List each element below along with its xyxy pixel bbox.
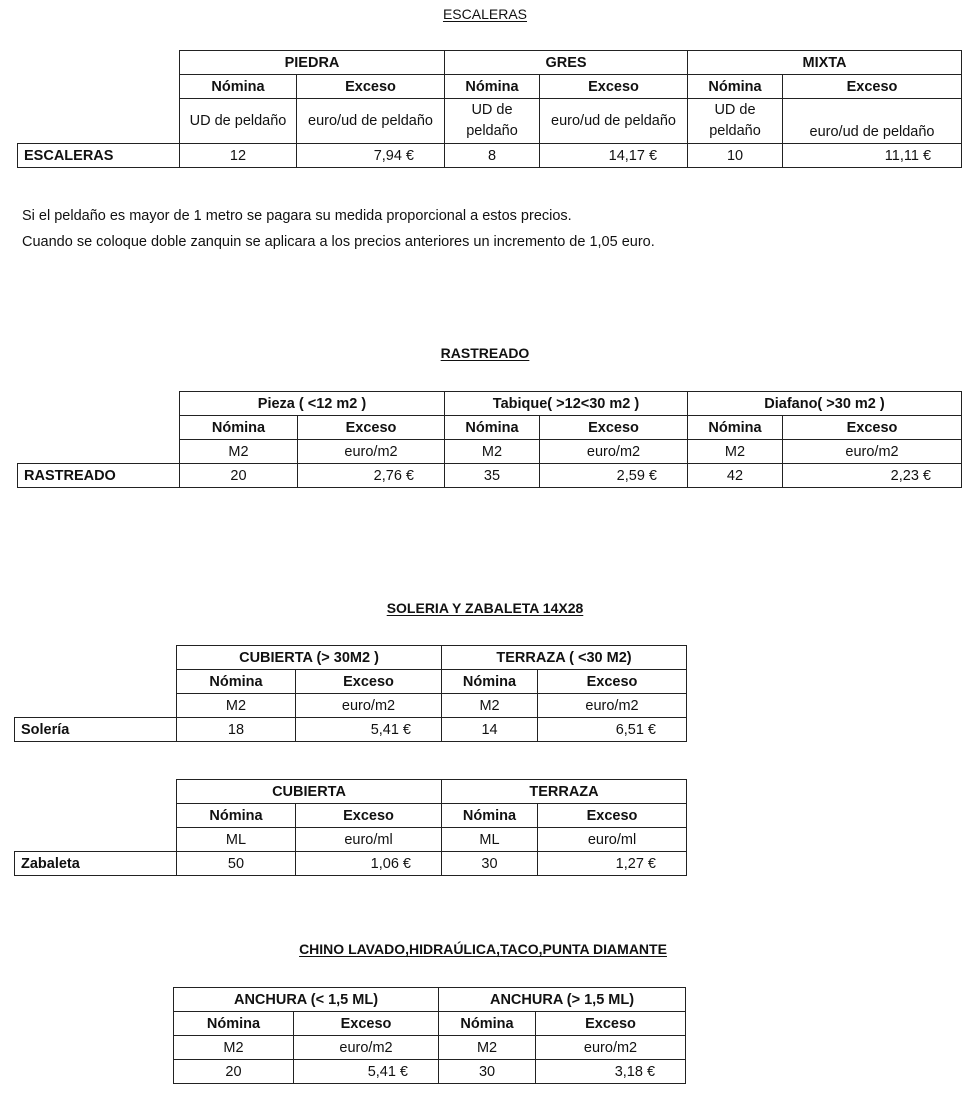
subheader-exceso: Exceso: [538, 670, 687, 694]
blank-cell: [15, 694, 177, 718]
unit-cell: M2: [174, 1036, 294, 1060]
blank-cell: [15, 670, 177, 694]
subheader-exceso: Exceso: [783, 75, 962, 99]
price-cell: 2,59 €: [540, 464, 688, 488]
unit-cell: M2: [439, 1036, 536, 1060]
group-header-gres: GRES: [445, 51, 688, 75]
price-cell: 5,41 €: [296, 718, 442, 742]
price-cell: 5,41 €: [294, 1060, 439, 1084]
value-cell: 20: [180, 464, 298, 488]
value-cell: 35: [445, 464, 540, 488]
zabaleta-table: [14, 779, 687, 876]
unit-cell: euro/ud de peldaño: [540, 99, 688, 144]
subheader-nomina: Nómina: [180, 75, 297, 99]
value-cell: 8: [445, 144, 540, 168]
group-header-cubierta: CUBIERTA (> 30M2 ): [177, 646, 442, 670]
price-cell: 14,17 €: [540, 144, 688, 168]
value-cell: 10: [688, 144, 783, 168]
unit-cell: M2: [445, 440, 540, 464]
blank-cell: [15, 804, 177, 828]
value-cell: 18: [177, 718, 296, 742]
subheader-nomina: Nómina: [177, 804, 296, 828]
price-cell: 1,06 €: [296, 852, 442, 876]
price-cell: 3,18 €: [536, 1060, 686, 1084]
price-cell: 2,23 €: [783, 464, 962, 488]
unit-cell: ML: [177, 828, 296, 852]
group-header-cubierta: CUBIERTA: [177, 780, 442, 804]
value-cell: 20: [174, 1060, 294, 1084]
unit-cell: euro/ml: [538, 828, 687, 852]
group-header-tabique: Tabique( >12<30 m2 ): [445, 392, 688, 416]
subheader-nomina: Nómina: [688, 75, 783, 99]
price-cell: 1,27 €: [538, 852, 687, 876]
blank-cell: [15, 828, 177, 852]
subheader-nomina: Nómina: [688, 416, 783, 440]
unit-cell: euro/ud de peldaño: [297, 99, 445, 144]
unit-cell: UD de peldaño: [688, 99, 783, 144]
subheader-exceso: Exceso: [296, 804, 442, 828]
unit-cell: M2: [177, 694, 296, 718]
unit-cell: euro/m2: [783, 440, 962, 464]
subheader-exceso: Exceso: [296, 670, 442, 694]
unit-cell: euro/m2: [294, 1036, 439, 1060]
unit-cell: euro/m2: [536, 1036, 686, 1060]
rastreado-title: RASTREADO: [440, 345, 530, 361]
subheader-exceso: Exceso: [298, 416, 445, 440]
unit-cell: M2: [180, 440, 298, 464]
subheader-exceso: Exceso: [783, 416, 962, 440]
group-header-terraza: TERRAZA: [442, 780, 687, 804]
price-cell: 6,51 €: [538, 718, 687, 742]
price-cell: 2,76 €: [298, 464, 445, 488]
subheader-exceso: Exceso: [540, 416, 688, 440]
subheader-nomina: Nómina: [442, 804, 538, 828]
blank-cell: [18, 99, 180, 144]
subheader-exceso: Exceso: [294, 1012, 439, 1036]
group-header-mixta: MIXTA: [688, 51, 962, 75]
row-label: Solería: [15, 718, 177, 742]
chino-table: [173, 987, 686, 1084]
unit-cell: ML: [442, 828, 538, 852]
unit-cell: euro/m2: [538, 694, 687, 718]
blank-cell: [18, 416, 180, 440]
value-cell: 50: [177, 852, 296, 876]
subheader-exceso: Exceso: [297, 75, 445, 99]
row-label: ESCALERAS: [18, 144, 180, 168]
value-cell: 14: [442, 718, 538, 742]
unit-cell: euro/m2: [298, 440, 445, 464]
subheader-nomina: Nómina: [445, 416, 540, 440]
subheader-exceso: Exceso: [536, 1012, 686, 1036]
group-header-terraza: TERRAZA ( <30 M2): [442, 646, 687, 670]
value-cell: 30: [439, 1060, 536, 1084]
subheader-nomina: Nómina: [442, 670, 538, 694]
blank-cell: [15, 646, 177, 670]
group-header-anchura-mayor: ANCHURA (> 1,5 ML): [439, 988, 686, 1012]
value-cell: 42: [688, 464, 783, 488]
chino-title: CHINO LAVADO,HIDRAÚLICA,TACO,PUNTA DIAMANTE: [299, 941, 667, 957]
subheader-nomina: Nómina: [439, 1012, 536, 1036]
unit-cell: UD de peldaño: [445, 99, 540, 144]
row-label: RASTREADO: [18, 464, 180, 488]
value-cell: 12: [180, 144, 297, 168]
price-cell: 7,94 €: [297, 144, 445, 168]
subheader-nomina: Nómina: [445, 75, 540, 99]
unit-cell: M2: [442, 694, 538, 718]
soleria-table: [14, 645, 687, 742]
blank-cell: [18, 392, 180, 416]
subheader-exceso: Exceso: [540, 75, 688, 99]
value-cell: 30: [442, 852, 538, 876]
note-zanquin: Cuando se coloque doble zanquin se aplicara a los precios anteriores un incremento de 1,05 euro.: [22, 234, 655, 250]
unit-cell: euro/ml: [296, 828, 442, 852]
blank-cell: [15, 780, 177, 804]
blank-cell: [18, 51, 180, 75]
unit-cell: M2: [688, 440, 783, 464]
subheader-nomina: Nómina: [180, 416, 298, 440]
unit-cell: UD de peldaño: [180, 99, 297, 144]
unit-cell: euro/m2: [296, 694, 442, 718]
group-header-pieza: Pieza ( <12 m2 ): [180, 392, 445, 416]
group-header-anchura-menor: ANCHURA (< 1,5 ML): [174, 988, 439, 1012]
escaleras-table: [17, 50, 962, 168]
subheader-nomina: Nómina: [177, 670, 296, 694]
row-label: Zabaleta: [15, 852, 177, 876]
blank-cell: [18, 75, 180, 99]
price-cell: 11,11 €: [783, 144, 962, 168]
blank-cell: [18, 440, 180, 464]
note-peldano: Si el peldaño es mayor de 1 metro se pagara su medida proporcional a estos precios.: [22, 208, 572, 224]
unit-cell: euro/m2: [540, 440, 688, 464]
soleria-title: SOLERIA Y ZABALETA 14X28: [386, 600, 584, 616]
group-header-piedra: PIEDRA: [180, 51, 445, 75]
rastreado-table: [17, 391, 962, 488]
subheader-nomina: Nómina: [174, 1012, 294, 1036]
subheader-exceso: Exceso: [538, 804, 687, 828]
group-header-diafano: Diafano( >30 m2 ): [688, 392, 962, 416]
escaleras-title: ESCALERAS: [442, 6, 528, 22]
unit-cell: euro/ud de peldaño: [783, 99, 962, 144]
